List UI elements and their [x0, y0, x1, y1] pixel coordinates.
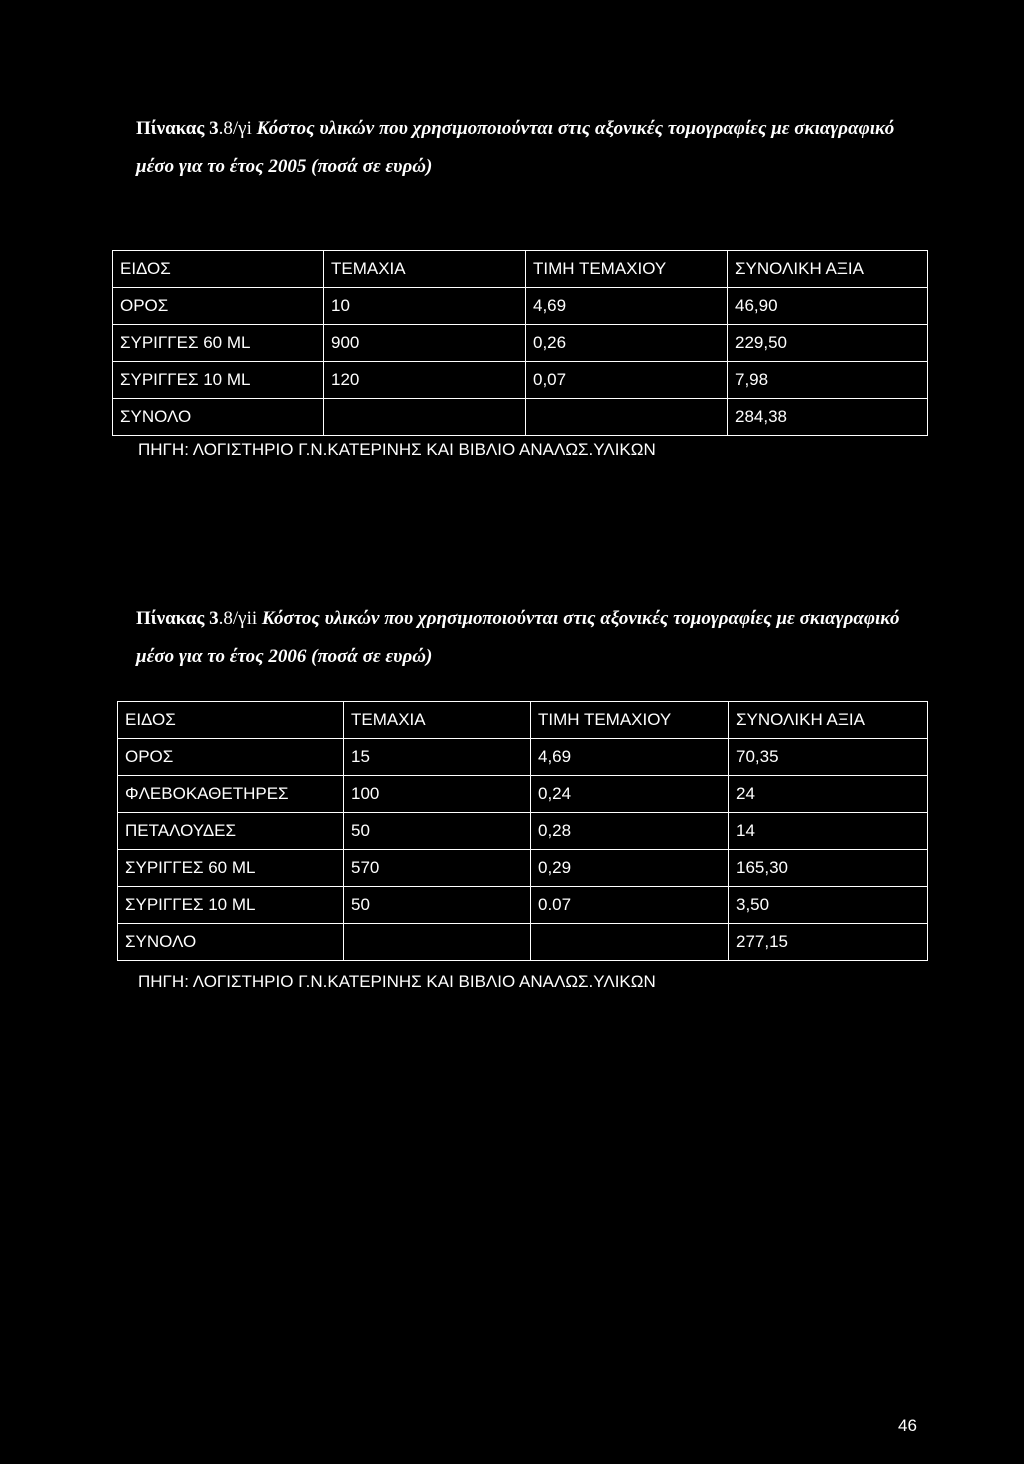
table-cell: 165,30	[729, 850, 928, 887]
table-cell: 0,28	[531, 813, 729, 850]
table-cell: 3,50	[729, 887, 928, 924]
table2	[117, 701, 928, 961]
table-row	[113, 325, 928, 362]
table-cell: 0,29	[531, 850, 729, 887]
table1-caption-text: Κόστος υλικών που χρησιμοποιούνται στις αξονικές τομογραφίες με σκιαγραφικό μέσο για το έτος 2005 (ποσά σε ευρώ)	[136, 118, 895, 177]
table1-caption-label: Πίνακας 3	[136, 118, 219, 139]
table-row	[118, 813, 928, 850]
table-row	[118, 924, 928, 961]
table-cell: 284,38	[728, 399, 928, 436]
table-header-row	[118, 702, 928, 739]
table-cell: ΣΥΡΙΓΓΕΣ 10 ML	[113, 362, 324, 399]
table-header-cell: ΤΕΜΑΧΙΑ	[344, 702, 531, 739]
table2-body	[118, 702, 928, 961]
table1-source: ΠΗΓΗ: ΛΟΓΙΣΤΗΡΙΟ Γ.Ν.ΚΑΤΕΡΙΝΗΣ ΚΑΙ ΒΙΒΛΙΟ ΑΝΑΛΩΣ.ΥΛΙΚΩΝ	[138, 440, 656, 459]
table-cell: ΦΛΕΒΟΚΑΘΕΤΗΡΕΣ	[118, 776, 344, 813]
table-header-cell: ΣΥΝΟΛΙΚΗ ΑΞΙΑ	[728, 251, 928, 288]
table1-caption-number: .8/γi	[218, 118, 252, 139]
table-row	[118, 887, 928, 924]
table-row	[118, 776, 928, 813]
table-cell	[526, 399, 728, 436]
table1	[112, 250, 928, 436]
table-header-cell: ΕΙΔΟΣ	[118, 702, 344, 739]
table-cell: 50	[344, 813, 531, 850]
table-cell: 7,98	[728, 362, 928, 399]
table-header-cell: ΤΕΜΑΧΙΑ	[324, 251, 526, 288]
table-cell: 100	[344, 776, 531, 813]
table-cell	[531, 924, 729, 961]
table-cell: 570	[344, 850, 531, 887]
table-cell: 229,50	[728, 325, 928, 362]
table-header-cell: ΤΙΜΗ ΤΕΜΑΧΙΟΥ	[531, 702, 729, 739]
table2-caption-number: .8/γii	[218, 608, 258, 629]
table-cell: 24	[729, 776, 928, 813]
table-cell: ΣΥΝΟΛΟ	[113, 399, 324, 436]
table-row	[118, 850, 928, 887]
table-header-cell: ΤΙΜΗ ΤΕΜΑΧΙΟΥ	[526, 251, 728, 288]
table-cell: 120	[324, 362, 526, 399]
table-cell: ΠΕΤΑΛΟΥΔΕΣ	[118, 813, 344, 850]
table-cell: ΣΥΡΙΓΓΕΣ 60 ML	[118, 850, 344, 887]
table-row	[113, 399, 928, 436]
table-header-cell: ΣΥΝΟΛΙΚΗ ΑΞΙΑ	[729, 702, 928, 739]
table2-caption	[136, 600, 926, 676]
table-cell: 900	[324, 325, 526, 362]
table-row	[118, 739, 928, 776]
table-cell: 4,69	[526, 288, 728, 325]
table1-caption	[136, 110, 926, 186]
table-cell: 0,24	[531, 776, 729, 813]
table-cell: 15	[344, 739, 531, 776]
table-row	[113, 362, 928, 399]
table-cell	[324, 399, 526, 436]
table-cell: ΟΡΟΣ	[118, 739, 344, 776]
table1-body	[113, 251, 928, 436]
table-cell: 70,35	[729, 739, 928, 776]
table-cell: ΟΡΟΣ	[113, 288, 324, 325]
table-cell: ΣΥΡΙΓΓΕΣ 10 ML	[118, 887, 344, 924]
table-cell: 0.07	[531, 887, 729, 924]
table-cell: 0,07	[526, 362, 728, 399]
table-cell: 14	[729, 813, 928, 850]
table-cell: 50	[344, 887, 531, 924]
table-cell	[344, 924, 531, 961]
table-cell: 0,26	[526, 325, 728, 362]
table-cell: 10	[324, 288, 526, 325]
table-header-cell: ΕΙΔΟΣ	[113, 251, 324, 288]
table-cell: 277,15	[729, 924, 928, 961]
table2-caption-text: Κόστος υλικών που χρησιμοποιούνται στις αξονικές τομογραφίες με σκιαγραφικό μέσο για το έτος 2006 (ποσά σε ευρώ)	[136, 608, 900, 667]
table2-caption-label: Πίνακας 3	[136, 608, 219, 629]
table-row	[113, 288, 928, 325]
table-cell: ΣΥΝΟΛΟ	[118, 924, 344, 961]
table-header-row	[113, 251, 928, 288]
table2-source: ΠΗΓΗ: ΛΟΓΙΣΤΗΡΙΟ Γ.Ν.ΚΑΤΕΡΙΝΗΣ ΚΑΙ ΒΙΒΛΙΟ ΑΝΑΛΩΣ.ΥΛΙΚΩΝ	[138, 972, 656, 991]
table-cell: ΣΥΡΙΓΓΕΣ 60 ML	[113, 325, 324, 362]
page-number: 46	[898, 1416, 917, 1435]
table-cell: 46,90	[728, 288, 928, 325]
table-cell: 4,69	[531, 739, 729, 776]
